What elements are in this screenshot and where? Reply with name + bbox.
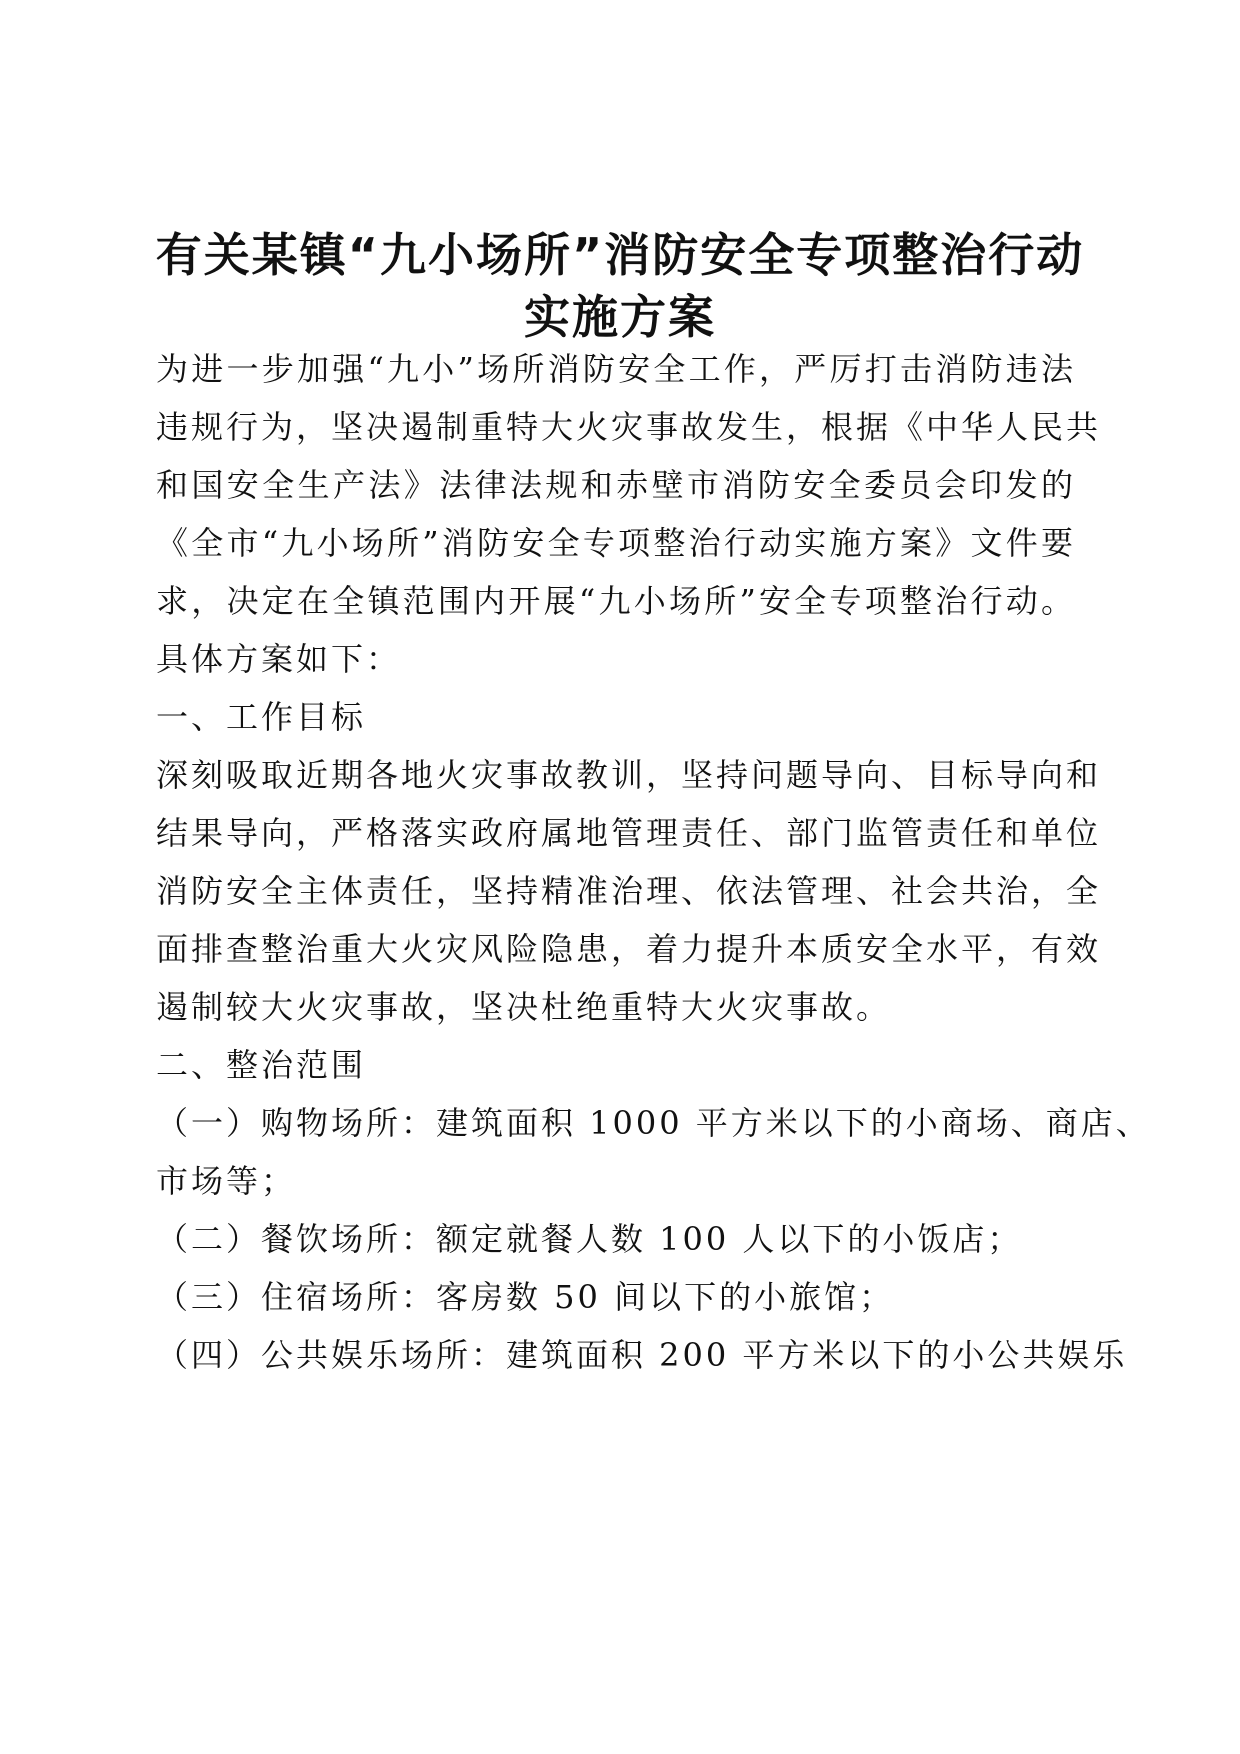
paragraph-line: 《全市“九小场所”消防安全专项整治行动实施方案》文件要 [156, 524, 1076, 562]
document-title-line-1: 有关某镇“九小场所”消防安全专项整治行动 [155, 228, 1085, 282]
paragraph-line: 深刻吸取近期各地火灾事故教训，坚持问题导向、目标导向和 [156, 756, 1102, 794]
paragraph-line: 为进一步加强“九小”场所消防安全工作，严厉打击消防违法 [156, 350, 1076, 388]
list-item-line: （一）购物场所：建筑面积 1000 平方米以下的小商场、商店、 [156, 1104, 1151, 1142]
paragraph-line: 遏制较大火灾事故，坚决杜绝重特大火灾事故。 [156, 988, 892, 1026]
paragraph-line: 具体方案如下： [156, 640, 402, 678]
list-item-line: （四）公共娱乐场所：建筑面积 200 平方米以下的小公共娱乐 [156, 1336, 1128, 1374]
paragraph-line: 违规行为，坚决遏制重特大火灾事故发生，根据《中华人民共 [156, 408, 1102, 446]
section-heading: 一、工作目标 [156, 698, 367, 736]
paragraph-line: 消防安全主体责任，坚持精准治理、依法管理、社会共治，全 [156, 872, 1102, 910]
document-title-line-2: 实施方案 [524, 290, 716, 344]
section-heading: 二、整治范围 [156, 1046, 367, 1084]
paragraph-line: 和国安全生产法》法律法规和赤壁市消防安全委员会印发的 [156, 466, 1076, 504]
list-item-line: （二）餐饮场所：额定就餐人数 100 人以下的小饭店； [156, 1220, 1023, 1258]
paragraph-line: 面排查整治重大火灾风险隐患，着力提升本质安全水平，有效 [156, 930, 1102, 968]
list-item-line: 市场等； [156, 1162, 297, 1200]
paragraph-line: 求，决定在全镇范围内开展“九小场所”安全专项整治行动。 [156, 582, 1076, 620]
paragraph-line: 结果导向，严格落实政府属地管理责任、部门监管责任和单位 [156, 814, 1102, 852]
list-item-line: （三）住宿场所：客房数 50 间以下的小旅馆； [156, 1278, 895, 1316]
